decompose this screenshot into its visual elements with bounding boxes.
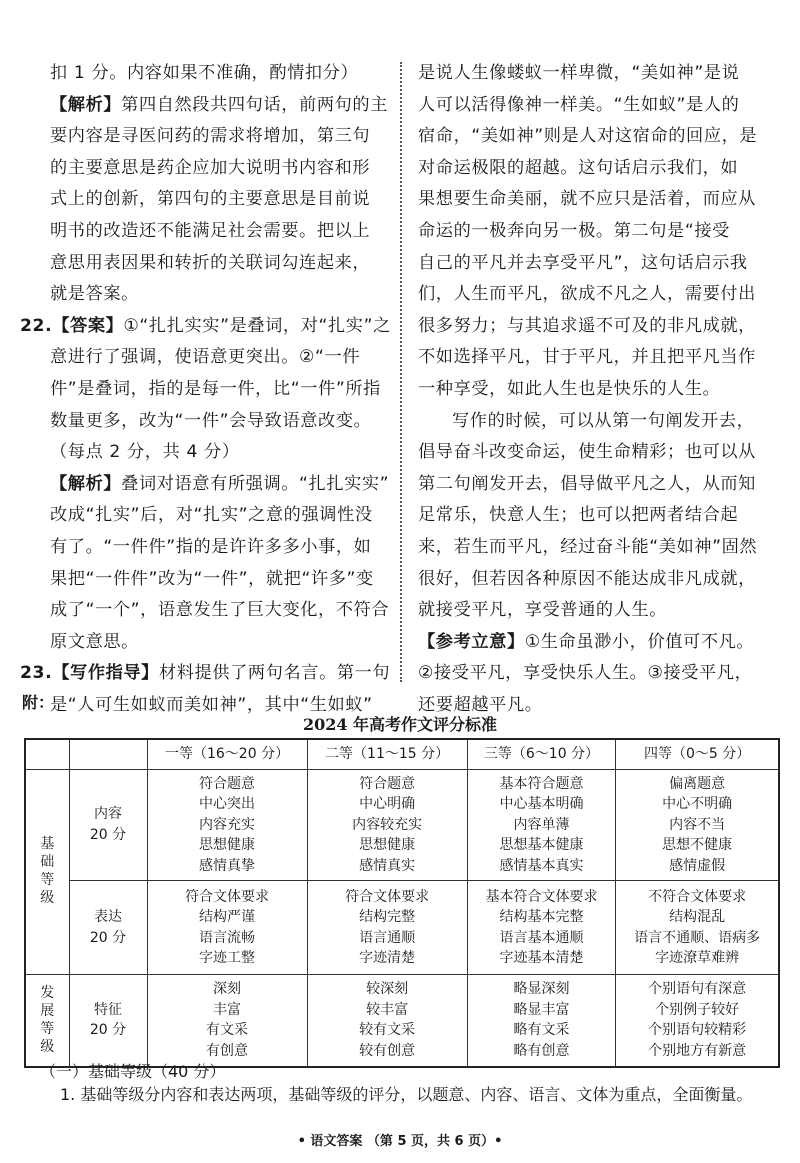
left-column-line: 有了。“一件件”指的是许许多多小事，如 xyxy=(50,536,372,557)
criterion: 字迹工整 xyxy=(199,950,256,966)
left-column-line: 明书的改造还不能满足社会需要。把以上 xyxy=(50,220,371,241)
page-footer: • 语文答案 （第 5 页，共 6 页）• xyxy=(297,1134,503,1149)
criterion: 字迹基本清楚 xyxy=(499,950,584,966)
grade-cell xyxy=(467,881,616,975)
row-label-name: 内容 xyxy=(94,806,122,823)
criterion: 语言不通顺、语病多 xyxy=(634,929,761,946)
criterion: 感情真实 xyxy=(359,857,416,874)
left-column-line: 是“人可生如蚁而美如神”，其中“生如蚁” xyxy=(50,694,373,715)
criterion: 符合文体要求 xyxy=(345,888,430,905)
left-column-line: 改成“扎实”后，对“扎实”之意的强调性没 xyxy=(50,505,373,526)
criterion: 字迹潦草难辨 xyxy=(655,950,740,966)
left-column-line: 【解析】叠词对语意有所强调。“扎扎实实” xyxy=(50,473,390,494)
column-divider xyxy=(400,62,402,682)
criterion: 思想不健康 xyxy=(662,837,733,853)
right-column-line: 很多努力；与其追求遥不可及的非凡成就， xyxy=(418,315,756,336)
row-label xyxy=(69,881,147,975)
right-column-line: 一种享受，如此人生也是快乐的人生。 xyxy=(418,378,721,399)
note-basic-level: （一）基础等级（40 分） xyxy=(40,1062,226,1081)
criterion: 略有文采 xyxy=(513,1022,570,1039)
right-column-line: 果想要生命美丽，就不应只是活着，而应从 xyxy=(418,189,756,210)
criterion: 思想基本健康 xyxy=(499,837,584,853)
criterion: 基本符合文体要求 xyxy=(485,888,598,905)
grade-cell xyxy=(307,769,467,881)
criterion: 符合文体要求 xyxy=(185,888,270,905)
criterion: 语言通顺 xyxy=(359,929,416,946)
criterion: 语言流畅 xyxy=(199,929,256,946)
criterion: 较有创意 xyxy=(359,1042,416,1059)
criterion: 中心不明确 xyxy=(662,796,733,812)
criterion: 思想健康 xyxy=(359,837,416,853)
left-column xyxy=(20,58,391,721)
criterion: 略显深刻 xyxy=(513,981,570,998)
row-label-score: 20 分 xyxy=(89,826,127,843)
right-column xyxy=(418,58,784,721)
appendix-label: 附： xyxy=(22,693,55,712)
criterion: 符合题意 xyxy=(359,775,416,792)
right-column-line: 对命运极限的超越。这句话启示我们，如 xyxy=(418,157,739,178)
left-column-line: 就是答案。 xyxy=(50,284,139,305)
group-basic: 基础等级 xyxy=(25,769,69,975)
criterion: 思想健康 xyxy=(199,837,256,853)
criterion: 结构基本完整 xyxy=(499,909,584,925)
grade-cell xyxy=(616,975,779,1067)
table-title: 2024 年高考作文评分标准 xyxy=(302,715,498,734)
criterion: 有创意 xyxy=(206,1042,249,1059)
left-column-line: 数量更多，改为“一件”会导致语意改变。 xyxy=(50,410,372,431)
header-grade-2: 二等（11～15 分） xyxy=(307,739,467,769)
right-column-line: 【参考立意】①生命虽渺小，价值可不凡。 xyxy=(418,631,755,652)
criterion: 内容充实 xyxy=(199,816,256,833)
grade-cell xyxy=(307,975,467,1067)
row-label-score: 20 分 xyxy=(89,1022,127,1039)
corner-cell xyxy=(69,739,147,769)
row-label xyxy=(69,769,147,881)
grading-table xyxy=(24,738,780,1068)
right-column-line: 就接受平凡，享受普通的人生。 xyxy=(418,600,668,621)
criterion: 结构完整 xyxy=(359,909,416,925)
grade-cell xyxy=(147,975,307,1067)
criterion: 结构严谨 xyxy=(199,909,256,925)
right-column-line: 们，人生而平凡，欲成不凡之人，需要付出 xyxy=(418,284,756,305)
criterion: 字迹清楚 xyxy=(359,950,416,966)
right-column-line: 来，若生而平凡，经过奋斗能“美如神”固然 xyxy=(418,536,758,557)
left-column-line: 意进行了强调，使语意更突出。②“一件 xyxy=(50,347,361,368)
row-label-name: 特征 xyxy=(94,1001,122,1018)
left-column-line: （每点 2 分，共 4 分） xyxy=(50,442,240,463)
right-column-line: 不如选择平凡，甘于平凡，并且把平凡当作 xyxy=(418,347,756,368)
criterion: 深刻 xyxy=(213,981,242,998)
criterion: 较深刻 xyxy=(366,981,409,998)
right-column-line: 倡导奋斗改变命运，使生命精彩；也可以从 xyxy=(418,442,756,463)
criterion: 较有文采 xyxy=(359,1022,416,1039)
grade-cell xyxy=(147,881,307,975)
left-column-line: 果把“一件件”改为“一件”，就把“许多”变 xyxy=(50,568,374,589)
grade-cell xyxy=(467,975,616,1067)
table-row xyxy=(25,975,779,1067)
right-column-line: 足常乐，快意人生；也可以把两者结合起 xyxy=(418,505,739,526)
right-column-line: 写作的时候，可以从第一句阐发开去， xyxy=(452,410,755,431)
criterion: 不符合文体要求 xyxy=(648,888,747,905)
criterion: 略有创意 xyxy=(513,1042,570,1059)
criterion: 感情基本真实 xyxy=(499,857,584,874)
left-column-line: 意思用表因果和转折的关联词勾连起来， xyxy=(50,252,371,273)
grade-cell xyxy=(307,881,467,975)
right-column-line: 命运的一极奔向另一极。第二句是“接受 xyxy=(418,220,730,241)
left-column-line: 23.【写作指导】材料提供了两句名言。第一句 xyxy=(20,663,391,684)
right-column-line: 还要超越平凡。 xyxy=(418,694,543,715)
left-column-line: 【解析】第四自然段共四句话，前两句的主 xyxy=(50,94,388,115)
criterion: 内容较充实 xyxy=(352,816,423,833)
grade-cell xyxy=(467,769,616,881)
grade-cell xyxy=(616,769,779,881)
row-label-name: 表达 xyxy=(94,909,122,925)
criterion: 略显丰富 xyxy=(513,1001,570,1018)
criterion: 个别语句较精彩 xyxy=(648,1022,747,1039)
criterion: 内容单薄 xyxy=(513,816,570,833)
row-label-score: 20 分 xyxy=(89,929,127,946)
right-column-line: 自己的平凡并去享受平凡”，这句话启示我 xyxy=(418,252,748,273)
criterion: 偏离题意 xyxy=(669,775,726,792)
grade-cell xyxy=(147,769,307,881)
left-column-line: 扣 1 分。内容如果不准确，酌情扣分） xyxy=(50,63,359,83)
right-column-line: ②接受平凡，享受快乐人生。③接受平凡， xyxy=(418,663,753,684)
criterion: 感情真挚 xyxy=(199,857,256,874)
corner-cell xyxy=(25,739,69,769)
criterion: 中心明确 xyxy=(359,796,416,812)
criterion: 结构混乱 xyxy=(669,909,726,925)
criterion: 丰富 xyxy=(213,1001,242,1018)
header-grade-1: 一等（16～20 分） xyxy=(147,739,307,769)
criterion: 个别地方有新意 xyxy=(648,1042,747,1059)
group-develop: 发展等级 xyxy=(25,975,69,1067)
criterion: 符合题意 xyxy=(199,775,256,792)
left-column-line: 的主要意思是药企应加大说明书内容和形 xyxy=(50,157,371,178)
row-label xyxy=(69,975,147,1067)
criterion: 个别例子较好 xyxy=(655,1001,740,1018)
criterion: 有文采 xyxy=(206,1022,249,1039)
table-header-row xyxy=(25,739,779,769)
table-row xyxy=(25,769,779,881)
header-grade-4: 四等（0～5 分） xyxy=(616,739,779,769)
note-basic-rule: 1. 基础等级分内容和表达两项，基础等级的评分，以题意、内容、语言、文体为重点，全面衡量。 xyxy=(60,1085,753,1104)
header-grade-3: 三等（6～10 分） xyxy=(467,739,616,769)
right-column-line: 第二句阐发开去，倡导做平凡之人，从而知 xyxy=(418,473,756,494)
left-column-line: 件”是叠词，指的是每一件，比“一件”所指 xyxy=(50,378,381,399)
criterion: 内容不当 xyxy=(669,816,726,833)
grade-cell xyxy=(616,881,779,975)
right-column-line: 很好，但若因各种原因不能达成非凡成就， xyxy=(418,568,756,589)
criterion: 感情虚假 xyxy=(669,857,726,874)
criterion: 中心突出 xyxy=(199,796,256,812)
left-column-line: 式上的创新，第四句的主要意思是目前说 xyxy=(50,189,371,210)
criterion: 中心基本明确 xyxy=(499,796,584,812)
left-column-line: 原文意思。 xyxy=(50,631,139,652)
left-column-line: 22.【答案】①“扎扎实实”是叠词，对“扎实”之 xyxy=(20,315,391,336)
criterion: 基本符合题意 xyxy=(499,775,584,792)
table-row xyxy=(25,881,779,975)
right-column-line: 人可以活得像神一样美。“生如蚁”是人的 xyxy=(418,94,740,115)
left-column-line: 要内容是寻医问药的需求将增加，第三句 xyxy=(50,126,371,147)
criterion: 个别语句有深意 xyxy=(648,981,747,998)
left-column-line: 成了“一个”，语意发生了巨大变化，不符合 xyxy=(50,600,390,621)
right-column-line: 宿命，“美如神”则是人对这宿命的回应，是 xyxy=(418,126,758,147)
right-column-line: 是说人生像蝼蚁一样卑微，“美如神”是说 xyxy=(418,63,740,83)
criterion: 语言基本通顺 xyxy=(499,929,584,946)
criterion: 较丰富 xyxy=(366,1001,409,1018)
